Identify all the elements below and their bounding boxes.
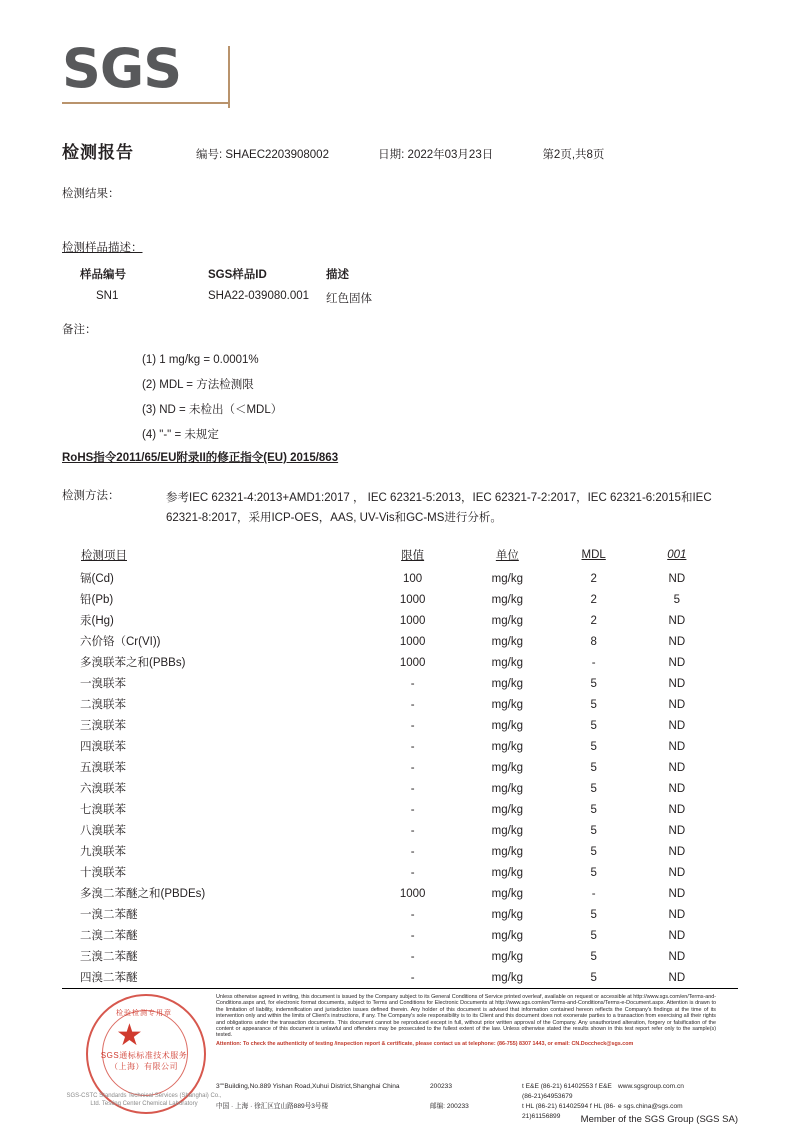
result-cell-001: ND — [668, 972, 686, 984]
zip-cn: 邮编: 200233 — [430, 1103, 469, 1110]
result-cell-item: 一溴联苯 — [80, 678, 126, 690]
result-cell-001: ND — [668, 720, 686, 732]
result-cell-001: ND — [668, 867, 686, 879]
result-cell-item: 铅(Pb) — [80, 594, 114, 606]
email: e sgs.china@sgs.com — [618, 1103, 683, 1110]
result-cell-unit: mg/kg — [491, 636, 523, 648]
result-cell-limit: - — [410, 867, 415, 879]
result-cell-unit: mg/kg — [491, 699, 523, 711]
result-cell-001: ND — [668, 657, 686, 669]
result-header-mdl: MDL — [581, 549, 606, 561]
result-cell-limit: - — [410, 720, 415, 732]
result-cell-unit: mg/kg — [491, 594, 523, 606]
table-row — [80, 800, 720, 821]
result-cell-limit: - — [410, 909, 415, 921]
zip-en: 200233 — [430, 1083, 453, 1090]
report-date: 日期: 2022年03月23日 — [378, 149, 494, 161]
result-cell-001: ND — [668, 678, 686, 690]
table-row — [80, 695, 720, 716]
result-cell-mdl: 2 — [590, 594, 597, 606]
result-header-001: 001 — [667, 549, 687, 561]
report-meta — [196, 146, 604, 162]
result-cell-limit: - — [410, 825, 415, 837]
notes-label: 备注： — [62, 324, 97, 336]
result-cell-item: 三溴二苯醚 — [80, 951, 138, 963]
result-cell-item: 七溴联苯 — [80, 804, 126, 816]
table-row — [80, 758, 720, 779]
result-cell-item: 五溴联苯 — [80, 762, 126, 774]
result-cell-unit: mg/kg — [491, 888, 523, 900]
result-cell-limit: - — [410, 804, 415, 816]
result-cell-limit: - — [410, 951, 415, 963]
result-cell-mdl: 8 — [590, 636, 597, 648]
result-cell-001: ND — [668, 825, 686, 837]
result-cell-unit: mg/kg — [491, 972, 523, 984]
result-cell-unit: mg/kg — [491, 762, 523, 774]
result-cell-limit: - — [410, 699, 415, 711]
result-cell-001: ND — [668, 846, 686, 858]
result-cell-001: ND — [668, 636, 686, 648]
result-cell-item: 四溴联苯 — [80, 741, 126, 753]
page-number: 第2页,共8页 — [542, 149, 605, 161]
result-cell-001: ND — [668, 888, 686, 900]
sgs-logo-text: SGS — [62, 37, 182, 100]
legal-body: Unless otherwise agreed in writing, this document is issued by the Company subject to its General Conditions of Service printed overleaf, available on request or accessible at http://www.sgs.com/en/Terms-and-Conditions.aspx and, for electronic format documents, subject to Terms and Conditions for Electronic Documents at http://www.sgs.com/en/Terms-and-Conditions/Terms-e-Document.aspx. Attention is drawn to the limitation of liability, indemnification and jurisdiction issues defined therein. Any holder of this document is advised that information contained hereon reflects the Company's findings at the time of its intervention only and within the limits of Client's instructions, if any. The Company's sole responsibility is to its Client and this document does not exonerate parties to a transaction from exercising all their rights and obligations under the transaction documents. This document cannot be reproduced except in full, without prior written approval of the Company. Any unauthorized alteration, forgery or falsification of the content or appearance of this document is unlawful and offenders may be prosecuted to the fullest extent of the law. Unless otherwise stated the results shown in this test report refer only to the sample(s) tested. — [216, 994, 716, 1039]
result-cell-001: 5 — [673, 594, 681, 606]
result-header-limit: 限值 — [401, 550, 425, 562]
result-cell-mdl: 5 — [590, 678, 597, 690]
result-cell-item: 多溴二苯醚之和(PBDEs) — [80, 888, 206, 900]
result-cell-unit: mg/kg — [491, 720, 523, 732]
result-cell-limit: - — [410, 762, 415, 774]
seal-arc-text: 检验检测专用章 — [116, 1010, 172, 1017]
seal-center-text: SGS通标标准技术服务（上海）有限公司 — [100, 1051, 188, 1071]
result-cell-mdl: 5 — [590, 825, 597, 837]
sample-cell-id: SHA22-039080.001 — [208, 290, 310, 302]
results-label: 检测结果： — [62, 188, 120, 200]
notes-list — [142, 348, 282, 448]
legal-terms — [216, 994, 716, 1047]
result-cell-limit: - — [410, 972, 415, 984]
result-cell-limit: 1000 — [399, 888, 426, 900]
table-row — [80, 653, 720, 674]
table-row — [80, 290, 526, 306]
result-cell-unit: mg/kg — [491, 909, 523, 921]
result-cell-item: 镉(Cd) — [80, 573, 114, 585]
seal-english-text: SGS-CSTC Standards Technical Services (Shanghai) Co., Ltd. Testing Center Chemical Laboratory — [66, 1093, 222, 1107]
table-row — [80, 884, 720, 905]
result-cell-item: 六溴联苯 — [80, 783, 126, 795]
tel-cn: t HL (86-21) 61402594 f HL (86-21)61156899 — [522, 1103, 616, 1120]
address-en: 3""Building,No.889 Yishan Road,Xuhui District,Shanghai China — [216, 1083, 400, 1090]
result-cell-unit: mg/kg — [491, 783, 523, 795]
table-row — [80, 779, 720, 800]
result-cell-item: 九溴联苯 — [80, 846, 126, 858]
result-cell-unit: mg/kg — [491, 951, 523, 963]
table-row — [80, 569, 720, 590]
result-cell-001: ND — [668, 909, 686, 921]
result-cell-mdl: 5 — [590, 699, 597, 711]
result-table-header-row — [80, 546, 720, 569]
table-row — [80, 611, 720, 632]
table-row — [80, 947, 720, 968]
result-cell-limit: 1000 — [399, 636, 426, 648]
page-title: 检测报告 — [62, 143, 134, 162]
report-number: 编号: SHAEC2203908002 — [196, 149, 329, 161]
result-cell-001: ND — [668, 762, 686, 774]
result-header-item: 检测项目 — [81, 550, 127, 562]
sample-table — [80, 264, 526, 306]
result-cell-item: 四溴二苯醚 — [80, 972, 138, 984]
result-cell-unit: mg/kg — [491, 804, 523, 816]
result-cell-unit: mg/kg — [491, 741, 523, 753]
result-cell-item: 二溴二苯醚 — [80, 930, 138, 942]
sample-header-no: 样品编号 — [80, 269, 126, 281]
result-cell-mdl: 2 — [590, 573, 597, 585]
result-cell-001: ND — [668, 615, 686, 627]
result-cell-mdl: 5 — [590, 867, 597, 879]
sample-cell-no: SN1 — [96, 290, 119, 302]
result-cell-001: ND — [668, 573, 686, 585]
tel-en: t E&E (86-21) 61402553 f E&E (86-21)64953679 — [522, 1083, 612, 1100]
result-cell-mdl: 5 — [590, 804, 597, 816]
result-cell-item: 二溴联苯 — [80, 699, 126, 711]
result-cell-mdl: 5 — [590, 846, 597, 858]
result-cell-001: ND — [668, 741, 686, 753]
result-cell-limit: - — [410, 678, 415, 690]
table-row — [80, 968, 720, 989]
table-row — [80, 632, 720, 653]
table-row — [80, 674, 720, 695]
result-cell-item: 十溴联苯 — [80, 867, 126, 879]
legal-attention: Attention: To check the authenticity of testing /inspection report & certificate, please contact us at telephone: (86-755) 8307 1443, or email: CN.Doccheck@sgs.com — [216, 1040, 634, 1047]
result-cell-limit: 1000 — [399, 657, 426, 669]
result-cell-mdl: 5 — [590, 972, 597, 984]
sgs-logo — [62, 37, 262, 104]
result-cell-unit: mg/kg — [491, 573, 523, 585]
result-cell-mdl: 5 — [590, 951, 597, 963]
result-cell-limit: 100 — [403, 573, 423, 585]
result-cell-limit: - — [410, 783, 415, 795]
result-cell-item: 三溴联苯 — [80, 720, 126, 732]
result-cell-mdl: 5 — [590, 909, 597, 921]
table-row — [80, 737, 720, 758]
result-cell-item: 一溴二苯醚 — [80, 909, 138, 921]
address-cn: 中国 · 上海 · 徐汇区宜山路889号3号楼 — [216, 1103, 329, 1110]
result-header-unit: 单位 — [495, 550, 519, 562]
result-cell-item: 汞(Hg) — [80, 615, 114, 627]
result-cell-mdl: 5 — [590, 741, 597, 753]
logo-vertical-rule — [228, 46, 230, 108]
sample-table-header-row — [80, 264, 526, 290]
result-cell-001: ND — [668, 804, 686, 816]
sample-description-label: 检测样品描述： — [62, 242, 143, 254]
result-cell-limit: - — [410, 741, 415, 753]
result-cell-mdl: 5 — [590, 930, 597, 942]
member-note: Member of the SGS Group (SGS SA) — [580, 1114, 738, 1125]
result-table — [80, 546, 720, 989]
result-cell-unit: mg/kg — [491, 846, 523, 858]
table-row — [80, 926, 720, 947]
page-footer — [0, 988, 800, 1131]
result-cell-mdl: 5 — [590, 762, 597, 774]
list-item: (2) MDL = 方法检测限 — [142, 379, 254, 391]
result-cell-item: 六价铬（Cr(VI)) — [80, 636, 161, 648]
result-cell-mdl: 5 — [590, 783, 597, 795]
address-row-en — [216, 1082, 736, 1102]
result-cell-limit: - — [410, 930, 415, 942]
result-cell-001: ND — [668, 783, 686, 795]
result-cell-item: 多溴联苯之和(PBBs) — [80, 657, 186, 669]
result-cell-mdl: - — [591, 888, 596, 900]
table-row — [80, 590, 720, 611]
table-row — [80, 716, 720, 737]
result-cell-001: ND — [668, 699, 686, 711]
result-cell-unit: mg/kg — [491, 678, 523, 690]
table-row — [80, 821, 720, 842]
result-cell-unit: mg/kg — [491, 825, 523, 837]
method-label: 检测方法： — [62, 490, 120, 502]
result-cell-limit: 1000 — [399, 615, 426, 627]
result-cell-mdl: 5 — [590, 720, 597, 732]
website: www.sgsgroup.com.cn — [618, 1083, 684, 1090]
rohs-heading: RoHS指令2011/65/EU附录II的修正指令(EU) 2015/863 — [62, 452, 339, 464]
table-row — [80, 863, 720, 884]
result-cell-mdl: 2 — [590, 615, 597, 627]
sample-header-desc: 描述 — [326, 269, 349, 281]
method-body: 参考IEC 62321-4:2013+AMD1:2017 ， IEC 62321-5:2013，IEC 62321-7-2:2017，IEC 62321-6:2015和IEC 62321-8:2017，采用ICP-OES，AAS, UV-Vis和GC-MS进行分析。 — [166, 492, 712, 524]
result-cell-unit: mg/kg — [491, 867, 523, 879]
result-cell-mdl: - — [591, 657, 596, 669]
result-cell-limit: 1000 — [399, 594, 426, 606]
company-seal: 检验检测专用章 ★ SGS通标标准技术服务（上海）有限公司 SGS-CSTC Standards Technical Services (Shanghai) Co., Ltd. Testing Center Chemical Laboratory — [86, 994, 210, 1118]
sample-cell-desc: 红色固体 — [326, 293, 372, 305]
footer-divider — [62, 988, 738, 989]
report-title-row — [62, 138, 738, 163]
table-row — [80, 842, 720, 863]
list-item: (3) ND = 未检出（＜MDL） — [142, 404, 283, 416]
table-row — [80, 905, 720, 926]
result-cell-001: ND — [668, 930, 686, 942]
list-item: (1) 1 mg/kg = 0.0001% — [142, 354, 259, 366]
result-cell-unit: mg/kg — [491, 930, 523, 942]
logo-underline — [62, 102, 230, 104]
result-cell-unit: mg/kg — [491, 657, 523, 669]
list-item: (4) "-" = 未规定 — [142, 429, 219, 441]
sample-header-id: SGS样品ID — [208, 269, 267, 281]
result-cell-item: 八溴联苯 — [80, 825, 126, 837]
result-cell-001: ND — [668, 951, 686, 963]
result-cell-limit: - — [410, 846, 415, 858]
result-cell-unit: mg/kg — [491, 615, 523, 627]
